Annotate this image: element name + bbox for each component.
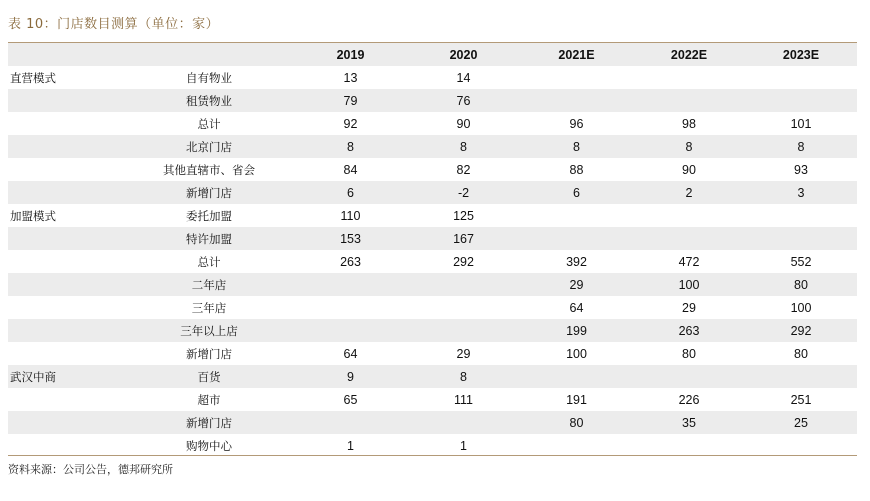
row-group	[8, 227, 124, 250]
table-row	[8, 388, 857, 411]
cell-value: 552	[790, 254, 812, 269]
cell-value	[520, 227, 633, 250]
cell-value: 3	[745, 181, 857, 204]
row-group	[8, 434, 124, 457]
cell-value: 80	[520, 411, 633, 434]
cell-value	[407, 319, 520, 342]
header-year: 2023E	[745, 43, 857, 66]
table-row	[8, 342, 857, 365]
cell-value: 392	[566, 254, 587, 269]
row-item: 三年以上店	[124, 319, 294, 342]
cell-value: 1	[460, 438, 467, 453]
row-group: 直营模式	[10, 70, 56, 85]
cell-value: 88	[569, 162, 584, 177]
table-row	[8, 296, 857, 319]
table-row	[8, 319, 857, 342]
row-item: 百货	[124, 365, 294, 388]
cell-value: -2	[407, 181, 520, 204]
cell-value	[294, 296, 407, 319]
cell-value: 101	[790, 116, 812, 131]
cell-value	[294, 273, 407, 296]
cell-value: 64	[343, 346, 358, 361]
source-note: 资料来源：公司公告，德邦研究所	[8, 463, 173, 476]
cell-value: 263	[633, 319, 745, 342]
cell-value: 13	[343, 70, 358, 85]
cell-value: 29	[682, 300, 696, 315]
cell-value	[407, 411, 520, 434]
table-row	[8, 227, 857, 250]
cell-value	[633, 66, 745, 89]
cell-value	[745, 66, 857, 89]
cell-value: 93	[794, 162, 808, 177]
row-group	[8, 411, 124, 434]
table-row	[8, 434, 857, 457]
table-row	[8, 112, 857, 135]
table-row	[8, 204, 857, 227]
header-group	[8, 43, 124, 66]
cell-value: 292	[745, 319, 857, 342]
cell-value	[745, 434, 857, 457]
cell-value: 80	[682, 346, 696, 361]
cell-value: 167	[407, 227, 520, 250]
cell-value: 110	[340, 208, 361, 223]
row-item: 特许加盟	[124, 227, 294, 250]
cell-value: 90	[682, 162, 696, 177]
cell-value: 251	[790, 392, 812, 407]
header-year: 2020	[407, 43, 520, 66]
cell-value	[407, 273, 520, 296]
row-item: 新增门店	[124, 181, 294, 204]
cell-value: 96	[569, 116, 584, 131]
cell-value: 125	[453, 208, 474, 223]
row-group	[8, 273, 124, 296]
row-item: 委托加盟	[186, 208, 232, 223]
cell-value	[294, 319, 407, 342]
header-item	[124, 43, 294, 66]
row-group	[8, 388, 124, 411]
header-year: 2022E	[633, 43, 745, 66]
row-group	[8, 181, 124, 204]
row-item: 超市	[197, 392, 221, 407]
table-row	[8, 135, 857, 158]
cell-value	[745, 365, 857, 388]
table-row	[8, 411, 857, 434]
header-row	[8, 43, 857, 66]
table-title: 表 10：门店数目测算（单位：家）	[8, 17, 220, 32]
cell-value: 82	[456, 162, 471, 177]
cell-value: 100	[790, 300, 812, 315]
cell-value	[633, 89, 745, 112]
cell-value: 8	[745, 135, 857, 158]
cell-value: 29	[456, 346, 471, 361]
cell-value	[745, 204, 857, 227]
cell-value: 100	[566, 346, 587, 361]
cell-value	[520, 434, 633, 457]
cell-value: 8	[407, 365, 520, 388]
cell-value: 79	[294, 89, 407, 112]
cell-value	[745, 227, 857, 250]
row-item: 自有物业	[186, 70, 232, 85]
cell-value: 29	[520, 273, 633, 296]
row-item: 购物中心	[186, 438, 232, 453]
bottom-rule	[8, 455, 857, 456]
row-item: 租赁物业	[124, 89, 294, 112]
row-group	[8, 135, 124, 158]
cell-value	[407, 296, 520, 319]
cell-value	[520, 66, 633, 89]
cell-value: 8	[294, 135, 407, 158]
row-group	[8, 296, 124, 319]
cell-value: 92	[343, 116, 358, 131]
cell-value: 9	[294, 365, 407, 388]
cell-value	[633, 365, 745, 388]
row-group	[8, 342, 124, 365]
row-item: 北京门店	[124, 135, 294, 158]
cell-value: 84	[343, 162, 358, 177]
table-row	[8, 273, 857, 296]
cell-value: 8	[520, 135, 633, 158]
cell-value	[520, 365, 633, 388]
cell-value: 80	[745, 273, 857, 296]
cell-value: 80	[794, 346, 808, 361]
cell-value	[633, 204, 745, 227]
cell-value: 8	[633, 135, 745, 158]
cell-value: 64	[569, 300, 584, 315]
row-group	[8, 158, 124, 181]
cell-value: 8	[407, 135, 520, 158]
cell-value: 2	[633, 181, 745, 204]
cell-value: 191	[566, 392, 587, 407]
table-row	[8, 250, 857, 273]
cell-value: 472	[678, 254, 700, 269]
table-row	[8, 158, 857, 181]
table-row	[8, 181, 857, 204]
row-group	[8, 250, 124, 273]
cell-value: 35	[633, 411, 745, 434]
cell-value: 25	[745, 411, 857, 434]
cell-value: 14	[456, 70, 471, 85]
cell-value	[633, 434, 745, 457]
header-year: 2021E	[520, 43, 633, 66]
cell-value: 199	[520, 319, 633, 342]
cell-value	[633, 227, 745, 250]
cell-value: 226	[678, 392, 700, 407]
row-group	[8, 319, 124, 342]
cell-value: 111	[453, 392, 473, 407]
cell-value: 6	[520, 181, 633, 204]
cell-value	[745, 89, 857, 112]
row-group	[8, 112, 124, 135]
row-item: 新增门店	[124, 411, 294, 434]
cell-value: 263	[340, 254, 361, 269]
cell-value: 153	[294, 227, 407, 250]
store-count-table	[8, 43, 857, 457]
cell-value: 76	[407, 89, 520, 112]
header-year: 2019	[294, 43, 407, 66]
cell-value: 6	[294, 181, 407, 204]
row-group	[8, 89, 124, 112]
cell-value: 90	[456, 116, 471, 131]
cell-value: 1	[347, 438, 354, 453]
cell-value: 65	[343, 392, 358, 407]
table-row	[8, 89, 857, 112]
cell-value: 100	[633, 273, 745, 296]
row-item: 三年店	[191, 300, 227, 315]
row-group: 武汉中商	[8, 365, 124, 388]
cell-value	[520, 89, 633, 112]
row-group: 加盟模式	[10, 208, 56, 223]
row-item: 总计	[197, 254, 221, 269]
row-item: 总计	[197, 116, 221, 131]
table-row	[8, 365, 857, 388]
row-item: 其他直辖市、省会	[163, 162, 255, 177]
row-item: 新增门店	[186, 346, 232, 361]
row-item: 二年店	[124, 273, 294, 296]
cell-value	[520, 204, 633, 227]
cell-value: 98	[682, 116, 696, 131]
table-row	[8, 66, 857, 89]
cell-value: 292	[453, 254, 474, 269]
cell-value	[294, 411, 407, 434]
